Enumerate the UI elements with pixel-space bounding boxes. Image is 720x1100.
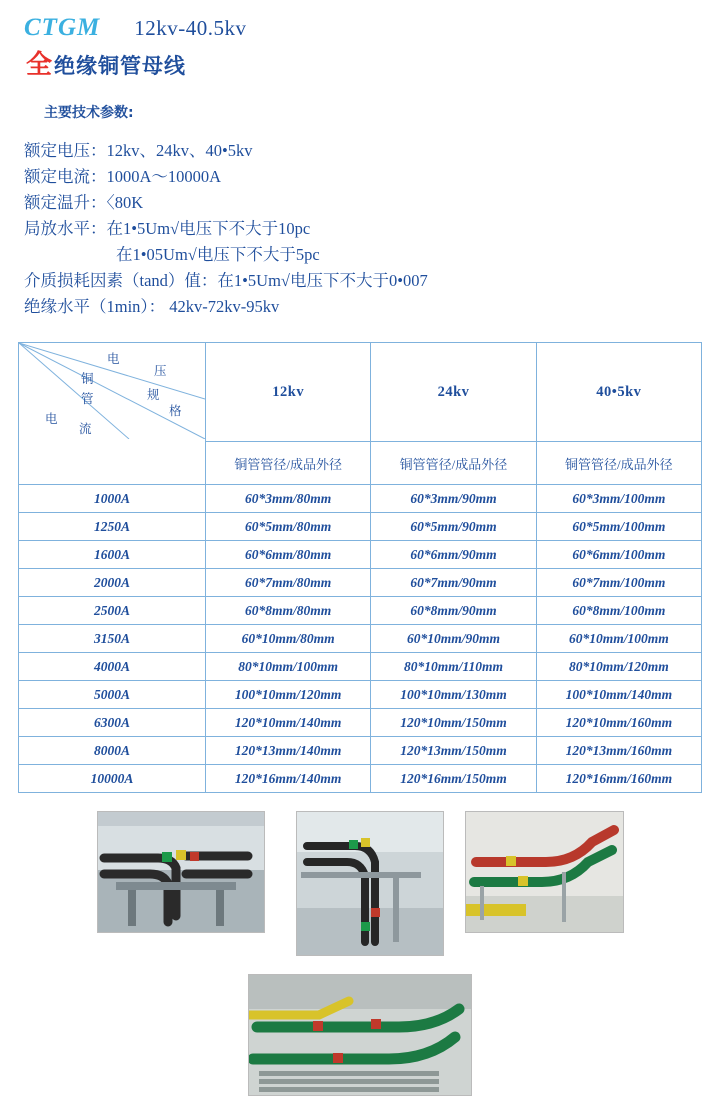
table-row — [19, 765, 702, 793]
table-row — [19, 597, 702, 625]
corner-label-current-2: 流 — [79, 421, 92, 436]
cell-12kv: 60*10mm/80mm — [206, 625, 371, 653]
table-row — [19, 513, 702, 541]
photo-caption — [466, 932, 467, 933]
corner-label-current-1: 电 — [45, 411, 58, 426]
cell-40kv: 120*10mm/160mm — [536, 709, 701, 737]
cell-40kv: 100*10mm/140mm — [536, 681, 701, 709]
param-line: 在1•05Um√电压下不大于5pc — [116, 245, 320, 264]
param-line: 额定电流：1000A～10000A — [24, 167, 222, 186]
param-line: 额定温升：〈80K — [24, 193, 144, 212]
params-heading: 主要技术参数: — [44, 105, 134, 121]
cell-12kv: 120*13mm/140mm — [206, 737, 371, 765]
cell-24kv: 60*10mm/90mm — [371, 625, 536, 653]
table-row — [19, 709, 702, 737]
table-row — [19, 681, 702, 709]
cell-current: 3150A — [19, 625, 206, 653]
photo-caption — [249, 1095, 250, 1096]
cell-current: 1600A — [19, 541, 206, 569]
cell-24kv: 60*3mm/90mm — [371, 485, 536, 513]
cell-12kv: 120*10mm/140mm — [206, 709, 371, 737]
column-header-40kv: 40•5kv — [536, 343, 701, 442]
cell-24kv: 100*10mm/130mm — [371, 681, 536, 709]
spec-table — [18, 342, 702, 793]
photo-caption — [297, 955, 298, 956]
cell-24kv: 120*13mm/150mm — [371, 737, 536, 765]
cell-24kv: 60*7mm/90mm — [371, 569, 536, 597]
param-line: 介质损耗因素（tand）值：在1•5Um√电压下不大于0•007 — [24, 271, 428, 290]
cell-40kv: 60*8mm/100mm — [536, 597, 701, 625]
params-list — [24, 138, 720, 320]
cell-40kv: 120*13mm/160mm — [536, 737, 701, 765]
cell-40kv: 60*10mm/100mm — [536, 625, 701, 653]
param-line: 绝缘水平（1min）： 42kv-72kv-95kv — [24, 297, 280, 316]
photo-busbar-installation-1 — [97, 811, 265, 933]
cell-40kv: 80*10mm/120mm — [536, 653, 701, 681]
param-line: 额定电压：12kv、24kv、40•5kv — [24, 141, 253, 160]
cell-40kv: 60*5mm/100mm — [536, 513, 701, 541]
cell-12kv: 60*6mm/80mm — [206, 541, 371, 569]
cell-40kv: 60*7mm/100mm — [536, 569, 701, 597]
cell-24kv: 120*16mm/150mm — [371, 765, 536, 793]
cell-12kv: 120*16mm/140mm — [206, 765, 371, 793]
corner-label-tube-1: 铜 — [81, 371, 94, 386]
cell-12kv: 100*10mm/120mm — [206, 681, 371, 709]
subheader-12kv-dimensions: 铜管管径/成品外径 — [206, 442, 371, 485]
column-header-12kv: 12kv — [206, 343, 371, 442]
product-title — [0, 42, 720, 80]
cell-current: 2000A — [19, 569, 206, 597]
cell-current: 10000A — [19, 765, 206, 793]
product-title-accent: 全 — [26, 50, 53, 80]
table-row — [19, 737, 702, 765]
subheader-24kv-dimensions: 铜管管径/成品外径 — [371, 442, 536, 485]
corner-label-voltage-1: 电 — [107, 351, 120, 366]
cell-current: 4000A — [19, 653, 206, 681]
photo-busbar-installation-3 — [465, 811, 624, 933]
cell-24kv: 120*10mm/150mm — [371, 709, 536, 737]
brand-logo-text: CTGM — [24, 14, 101, 41]
table-row — [19, 485, 702, 513]
cell-24kv: 60*6mm/90mm — [371, 541, 536, 569]
cell-40kv: 60*6mm/100mm — [536, 541, 701, 569]
spec-table-wrapper — [18, 342, 702, 793]
cell-40kv: 120*16mm/160mm — [536, 765, 701, 793]
corner-label-tube-2: 管 — [81, 391, 94, 406]
cell-40kv: 60*3mm/100mm — [536, 485, 701, 513]
cell-12kv: 60*3mm/80mm — [206, 485, 371, 513]
cell-12kv: 80*10mm/100mm — [206, 653, 371, 681]
table-header-row — [19, 343, 702, 442]
table-row — [19, 569, 702, 597]
cell-current: 5000A — [19, 681, 206, 709]
corner-label-voltage-2: 压 — [154, 363, 167, 378]
photo-gallery — [0, 811, 720, 1091]
product-title-main: 绝缘铜管母线 — [54, 54, 187, 78]
document-header — [0, 0, 720, 42]
cell-12kv: 60*8mm/80mm — [206, 597, 371, 625]
photo-caption — [98, 932, 99, 933]
table-row — [19, 625, 702, 653]
cell-current: 8000A — [19, 737, 206, 765]
cell-12kv: 60*5mm/80mm — [206, 513, 371, 541]
cell-current: 6300A — [19, 709, 206, 737]
corner-label-spec-2: 格 — [169, 403, 182, 418]
photo-busbar-installation-4 — [248, 974, 472, 1096]
corner-label-spec-1: 规 — [147, 387, 160, 402]
cell-24kv: 80*10mm/110mm — [371, 653, 536, 681]
product-voltage-range: 12kv-40.5kv — [134, 16, 247, 40]
photo-busbar-installation-2 — [296, 811, 444, 956]
subheader-40kv-dimensions: 铜管管径/成品外径 — [536, 442, 701, 485]
cell-current: 1000A — [19, 485, 206, 513]
cell-12kv: 60*7mm/80mm — [206, 569, 371, 597]
table-row — [19, 541, 702, 569]
table-corner-header — [19, 343, 206, 485]
param-line: 局放水平：在1•5Um√电压下不大于10pc — [24, 219, 311, 238]
cell-current: 2500A — [19, 597, 206, 625]
cell-24kv: 60*8mm/90mm — [371, 597, 536, 625]
table-row — [19, 653, 702, 681]
column-header-24kv: 24kv — [371, 343, 536, 442]
cell-24kv: 60*5mm/90mm — [371, 513, 536, 541]
cell-current: 1250A — [19, 513, 206, 541]
